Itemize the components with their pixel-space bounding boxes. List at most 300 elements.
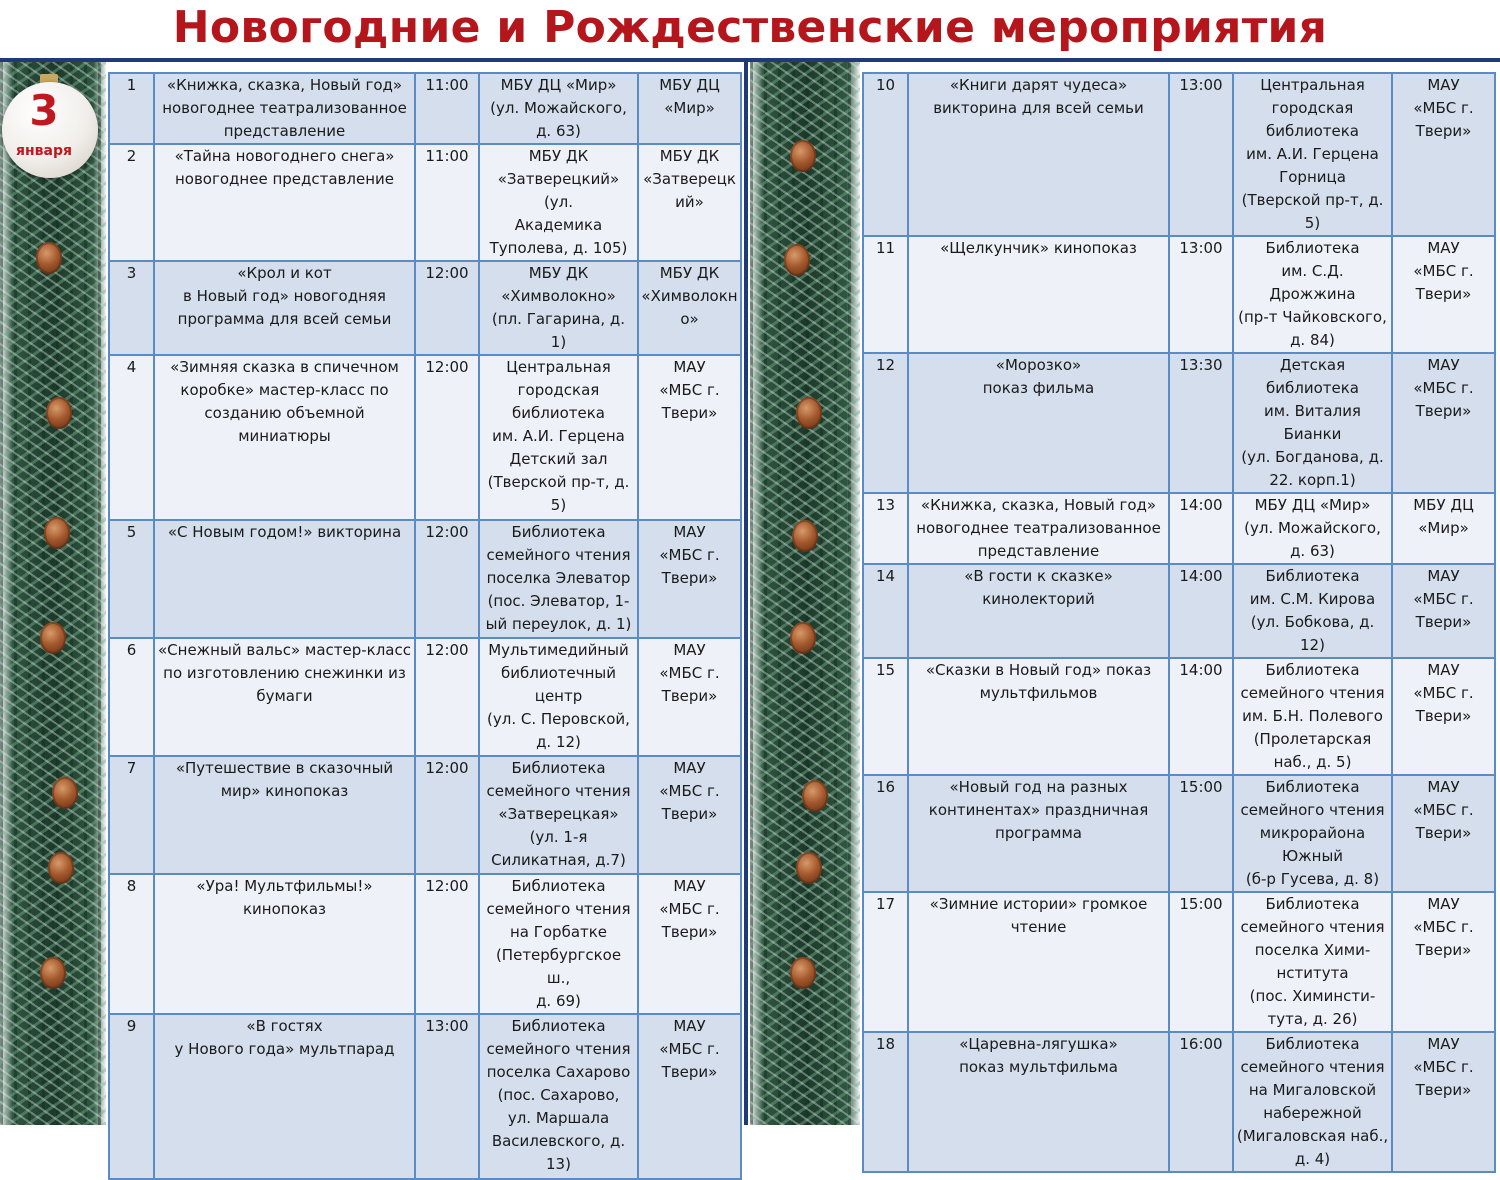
event-place: [479, 144, 638, 261]
center-divider: [744, 62, 748, 1125]
event-number-text: 13: [875, 496, 896, 514]
pine-cone-icon: [792, 520, 818, 552]
table-row: [863, 1032, 1495, 1172]
event-place-line: Детский зал: [509, 450, 608, 468]
table-row: [109, 355, 741, 520]
event-place-line: набережной: [1263, 1104, 1362, 1122]
table-row: [863, 353, 1495, 493]
event-place-line: (Пролетарская: [1253, 730, 1372, 748]
event-place-line: (пос. Химинсти-: [1249, 987, 1376, 1005]
event-place-line: Библиотека: [511, 1017, 606, 1035]
event-title-line: новогоднее представление: [174, 170, 394, 188]
event-place-line: семейного чтения: [486, 900, 631, 918]
event-organizer-line: «Химволокн: [641, 287, 738, 305]
event-title-line: континентах» праздничная: [928, 801, 1149, 819]
pine-cone-icon: [44, 517, 70, 549]
date-day: 3: [29, 86, 59, 135]
event-title-line: миниатюры: [238, 427, 331, 445]
event-number: [863, 658, 908, 775]
event-organizer-line: МАУ: [1427, 239, 1460, 257]
table-row: [109, 874, 741, 1014]
event-title-line: мир» кинопоказ: [220, 782, 349, 800]
event-organizer-line: МБУ ДК: [659, 147, 720, 165]
pine-cone-icon: [790, 140, 816, 172]
event-place-line: тута, д. 26): [1267, 1010, 1358, 1028]
event-time-text: 12:00: [425, 358, 469, 376]
event-organizer: [638, 1014, 741, 1179]
event-number: [109, 73, 154, 144]
table-row: [109, 261, 741, 355]
event-title-line: бумаги: [256, 687, 313, 705]
event-place-line: Южный: [1281, 847, 1344, 865]
event-place: [1233, 236, 1392, 353]
event-place: [1233, 73, 1392, 236]
event-title: [908, 892, 1169, 1032]
event-place-line: (ул. 1-я: [529, 828, 588, 846]
event-organizer-line: МАУ: [1427, 1035, 1460, 1053]
event-time-text: 13:00: [1179, 239, 1223, 257]
event-place-line: «Затверецкий» (ул.: [497, 170, 620, 211]
event-number: [863, 353, 908, 493]
event-title: [154, 144, 415, 261]
event-place-line: Библиотека: [1265, 778, 1360, 796]
event-organizer-line: Твери»: [1415, 402, 1472, 420]
event-place-line: Библиотека: [1265, 239, 1360, 257]
event-time-text: 14:00: [1179, 496, 1223, 514]
event-organizer-line: МАУ: [673, 1017, 706, 1035]
table-row: [863, 73, 1495, 236]
event-title-line: «Новый год на разных: [949, 778, 1128, 796]
event-title-line: «В гостях: [246, 1017, 323, 1035]
event-time: [1169, 353, 1233, 493]
table-row: [863, 658, 1495, 775]
event-place-line: наб., д. 5): [1273, 753, 1352, 771]
event-place-line: семейного чтения: [486, 546, 631, 564]
event-place-line: им. А.И. Герцена: [1246, 145, 1379, 163]
event-number-text: 15: [875, 661, 896, 679]
event-place-line: им. А.И. Герцена: [492, 427, 625, 445]
event-organizer-line: Твери»: [1415, 941, 1472, 959]
event-organizer-line: Твери»: [1415, 824, 1472, 842]
event-place-line: (Петербургское ш.,: [495, 946, 622, 987]
event-organizer-line: Твери»: [661, 687, 718, 705]
event-place-line: библиотека: [1266, 122, 1359, 140]
event-place-line: д. 63): [1290, 542, 1335, 560]
table-row: [109, 144, 741, 261]
event-organizer-line: «МБС г.: [659, 381, 720, 399]
event-time: [415, 874, 479, 1014]
event-place-line: (ул. Богданова, д.: [1241, 448, 1384, 466]
event-title-line: коробке» мастер-класс по: [180, 381, 389, 399]
event-organizer: [1392, 564, 1495, 658]
pine-cone-icon: [784, 244, 810, 276]
event-place-line: городская: [517, 381, 600, 399]
event-title-line: «С Новым годом!» викторина: [167, 523, 402, 541]
event-organizer-line: МАУ: [673, 358, 706, 376]
event-place-line: (пр-т Чайковского,: [1238, 308, 1387, 326]
event-organizer-line: ий»: [675, 193, 704, 211]
event-time-text: 16:00: [1179, 1035, 1223, 1053]
event-organizer: [1392, 658, 1495, 775]
event-number: [863, 493, 908, 564]
event-organizer: [638, 261, 741, 355]
pine-cone-icon: [46, 397, 72, 429]
event-place-line: д. 69): [536, 992, 581, 1010]
event-place: [1233, 493, 1392, 564]
event-place: [479, 1014, 638, 1179]
event-number: [109, 261, 154, 355]
event-title: [154, 261, 415, 355]
event-time-text: 11:00: [425, 76, 469, 94]
table-row: [863, 775, 1495, 892]
event-organizer-line: «Затверецк: [643, 170, 736, 188]
event-title: [908, 564, 1169, 658]
event-place-line: им. Виталия: [1264, 402, 1361, 420]
event-place-line: 5): [550, 496, 567, 514]
event-time-text: 11:00: [425, 147, 469, 165]
pine-cone-icon: [40, 957, 66, 989]
event-place: [479, 638, 638, 756]
event-title-line: новогоднее театрализованное: [916, 519, 1161, 537]
event-place-line: «Химволокно»: [501, 287, 616, 305]
event-time-text: 15:00: [1179, 778, 1223, 796]
event-number-text: 6: [126, 641, 137, 659]
event-place-line: Библиотека: [1265, 567, 1360, 585]
event-time: [415, 261, 479, 355]
event-title-line: «Книги дарят чудеса»: [949, 76, 1128, 94]
event-title-line: программа: [995, 824, 1082, 842]
event-place-line: Библиотека: [1265, 661, 1360, 679]
table-row: [109, 1014, 741, 1179]
event-place: [479, 874, 638, 1014]
event-title-line: «Книжка, сказка, Новый год»: [166, 76, 403, 94]
event-organizer-line: МБУ ДК: [659, 264, 720, 282]
event-number: [863, 775, 908, 892]
event-place: [1233, 892, 1392, 1032]
table-row: [109, 73, 741, 144]
event-place-line: д. 12): [536, 733, 581, 751]
event-title-line: программа для всей семьи: [177, 310, 392, 328]
event-time: [1169, 493, 1233, 564]
event-organizer-line: «МБС г.: [1413, 99, 1474, 117]
event-number-text: 7: [126, 759, 137, 777]
event-time: [415, 1014, 479, 1179]
event-organizer: [638, 638, 741, 756]
event-title-line: «Зимняя сказка в спичечном: [170, 358, 399, 376]
event-organizer-line: МАУ: [1427, 661, 1460, 679]
event-time-text: 13:30: [1179, 356, 1223, 374]
event-title: [154, 756, 415, 874]
pine-cone-icon: [36, 242, 62, 274]
event-place-line: Библиотека: [511, 877, 606, 895]
event-organizer-line: «МБС г.: [1413, 918, 1474, 936]
event-organizer-line: «МБС г.: [659, 900, 720, 918]
events-table-right: [862, 72, 1496, 1173]
event-place: [479, 261, 638, 355]
event-title: [908, 493, 1169, 564]
event-place-line: Центральная: [1260, 76, 1365, 94]
event-time-text: 12:00: [425, 877, 469, 895]
event-title: [908, 353, 1169, 493]
event-organizer-line: МАУ: [673, 641, 706, 659]
event-organizer-line: МАУ: [1427, 76, 1460, 94]
event-place: [1233, 658, 1392, 775]
event-organizer: [1392, 236, 1495, 353]
event-place-line: семейного чтения: [1240, 801, 1385, 819]
event-place-line: поселка Сахарово: [486, 1063, 631, 1081]
table-row: [109, 638, 741, 756]
center-garland: [750, 62, 860, 1125]
event-organizer-line: МБУ ДЦ: [659, 76, 720, 94]
event-place-line: Василевского, д.: [491, 1132, 626, 1150]
event-place-line: ый переулок, д. 1): [485, 615, 632, 633]
event-title-line: новогоднее театрализованное: [162, 99, 407, 117]
event-place-line: МБУ ДЦ «Мир»: [500, 76, 617, 94]
event-organizer-line: Твери»: [1415, 613, 1472, 631]
event-title: [154, 874, 415, 1014]
event-organizer: [1392, 775, 1495, 892]
event-place-line: Центральная: [506, 358, 611, 376]
event-place: [1233, 1032, 1392, 1172]
event-place-line: семейного чтения: [486, 1040, 631, 1058]
event-place-line: (ул. С. Перовской,: [487, 710, 630, 728]
event-time: [1169, 564, 1233, 658]
event-number: [109, 638, 154, 756]
event-organizer-line: Твери»: [661, 404, 718, 422]
event-number-text: 10: [875, 76, 896, 94]
event-time: [415, 638, 479, 756]
event-place-line: библиотека: [512, 404, 605, 422]
event-place-line: им. Б.Н. Полевого: [1242, 707, 1383, 725]
event-place-line: «Затверецкая»: [498, 805, 619, 823]
event-organizer-line: «Мир»: [664, 99, 715, 117]
event-place: [1233, 353, 1392, 493]
event-number: [109, 1014, 154, 1179]
event-organizer-line: Твери»: [1415, 122, 1472, 140]
event-organizer: [1392, 493, 1495, 564]
event-title-line: «Путешествие в сказочный: [175, 759, 394, 777]
event-place-line: Библиотека: [511, 759, 606, 777]
event-number-text: 2: [126, 147, 137, 165]
event-number: [109, 874, 154, 1014]
event-title-line: представление: [223, 122, 346, 140]
event-time: [415, 73, 479, 144]
table-row: [109, 756, 741, 874]
event-title-line: у Нового года» мультпарад: [174, 1040, 395, 1058]
event-place-line: Силикатная, д.7): [491, 851, 626, 869]
event-organizer: [1392, 73, 1495, 236]
event-title-line: «Сказки в Новый год» показ: [925, 661, 1152, 679]
event-organizer-line: «МБС г.: [1413, 801, 1474, 819]
event-organizer-line: Твери»: [661, 569, 718, 587]
table-row: [863, 892, 1495, 1032]
pine-cone-icon: [790, 957, 816, 989]
event-number-text: 8: [126, 877, 137, 895]
event-place-line: Горница: [1279, 168, 1346, 186]
pine-cone-icon: [790, 622, 816, 654]
event-place-line: Академика: [514, 216, 603, 234]
event-title-line: «Снежный вальс» мастер-класс: [157, 641, 411, 659]
event-organizer-line: «МБС г.: [1413, 1058, 1474, 1076]
event-organizer: [1392, 353, 1495, 493]
event-title: [908, 73, 1169, 236]
event-title: [908, 1032, 1169, 1172]
event-title-line: «Книжка, сказка, Новый год»: [920, 496, 1157, 514]
event-place-line: микрорайона: [1259, 824, 1366, 842]
event-organizer-line: «МБС г.: [1413, 684, 1474, 702]
event-place-line: МБУ ДК: [528, 147, 589, 165]
event-place-line: (ул. Бобкова, д. 12): [1250, 613, 1375, 654]
event-number-text: 16: [875, 778, 896, 796]
event-place-line: (б-р Гусева, д. 8): [1245, 870, 1380, 888]
event-time: [1169, 658, 1233, 775]
event-organizer-line: «МБС г.: [1413, 590, 1474, 608]
event-title-line: «Морозко»: [995, 356, 1082, 374]
event-organizer-line: МАУ: [673, 523, 706, 541]
event-number: [863, 236, 908, 353]
event-place: [479, 756, 638, 874]
event-time: [1169, 1032, 1233, 1172]
event-organizer-line: «МБС г.: [1413, 379, 1474, 397]
event-title-line: «Зимние истории» громкое: [929, 895, 1148, 913]
event-place-line: центр: [534, 687, 583, 705]
event-organizer-line: МАУ: [1427, 356, 1460, 374]
event-time: [1169, 73, 1233, 236]
event-time-text: 12:00: [425, 523, 469, 541]
event-place-line: МБУ ДЦ «Мир»: [1254, 496, 1371, 514]
event-time-text: 14:00: [1179, 661, 1223, 679]
event-number-text: 14: [875, 567, 896, 585]
event-place-line: (пл. Гагарина, д. 1): [491, 310, 626, 351]
event-place-line: семейного чтения: [486, 782, 631, 800]
pine-cone-icon: [48, 852, 74, 884]
event-organizer: [638, 73, 741, 144]
event-title: [908, 775, 1169, 892]
event-place-line: 13): [546, 1155, 571, 1173]
event-title-line: «Царевна-лягушка»: [959, 1035, 1118, 1053]
event-title: [908, 236, 1169, 353]
event-time-text: 13:00: [425, 1017, 469, 1035]
event-organizer-line: «МБС г.: [1413, 262, 1474, 280]
event-place: [479, 520, 638, 638]
event-place-line: библиотека: [1266, 379, 1359, 397]
event-organizer-line: МАУ: [1427, 895, 1460, 913]
event-place-line: Туполева, д. 105): [489, 239, 628, 257]
event-place: [479, 73, 638, 144]
event-time-text: 14:00: [1179, 567, 1223, 585]
event-title: [154, 520, 415, 638]
event-organizer-line: о»: [680, 310, 699, 328]
event-number: [109, 144, 154, 261]
event-place: [1233, 775, 1392, 892]
event-place-line: 5): [1304, 214, 1321, 232]
event-title-line: чтение: [1010, 918, 1067, 936]
event-title-line: показ фильма: [982, 379, 1095, 397]
event-organizer: [1392, 1032, 1495, 1172]
event-organizer: [638, 520, 741, 638]
event-organizer-line: МАУ: [673, 877, 706, 895]
event-place-line: МБУ ДК: [528, 264, 589, 282]
left-garland: [0, 62, 106, 1125]
event-place-line: Библиотека: [511, 523, 606, 541]
event-title-line: показ мультфильма: [959, 1058, 1118, 1076]
event-title: [154, 355, 415, 520]
events-table-left: [108, 72, 742, 1180]
pine-cone-icon: [802, 780, 828, 812]
pine-cone-icon: [52, 777, 78, 809]
event-place-line: семейного чтения: [1240, 1058, 1385, 1076]
event-organizer-line: Твери»: [661, 1063, 718, 1081]
event-title-line: «Крол и кот: [237, 264, 332, 282]
event-place-line: городская: [1271, 99, 1354, 117]
date-month: января: [16, 143, 72, 159]
event-title-line: «В гости к сказке»: [964, 567, 1113, 585]
event-number: [863, 564, 908, 658]
event-title-line: «Ура! Мультфильмы!»: [196, 877, 373, 895]
event-title: [908, 658, 1169, 775]
event-place-line: д. 63): [536, 122, 581, 140]
event-organizer: [638, 144, 741, 261]
event-place-line: Библиотека: [1265, 895, 1360, 913]
event-place-line: библиотечный: [501, 664, 616, 682]
event-place-line: Детская: [1279, 356, 1346, 374]
event-place-line: д. 4): [1294, 1150, 1331, 1168]
event-number-text: 3: [126, 264, 137, 282]
event-organizer-line: «МБС г.: [659, 664, 720, 682]
event-place-line: (пос. Сахарово,: [497, 1086, 620, 1104]
event-time: [415, 520, 479, 638]
event-place-line: поселка Элеватор: [486, 569, 631, 587]
event-organizer: [638, 874, 741, 1014]
table-row: [863, 236, 1495, 353]
event-organizer-line: Твери»: [661, 923, 718, 941]
event-title-line: в Новый год» новогодняя: [183, 287, 386, 305]
table-row: [109, 520, 741, 638]
event-time-text: 12:00: [425, 641, 469, 659]
event-organizer-line: МАУ: [1427, 778, 1460, 796]
event-place-line: (пос. Элеватор, 1-: [487, 592, 630, 610]
event-number-text: 1: [126, 76, 137, 94]
event-time: [415, 144, 479, 261]
event-title-line: кинопоказ: [242, 900, 326, 918]
page-title: Новогодние и Рождественские мероприятия: [172, 2, 1328, 53]
event-time: [1169, 236, 1233, 353]
event-title-line: «Щелкунчик» кинопоказ: [940, 239, 1137, 257]
event-title-line: «Тайна новогоднего снега»: [174, 147, 395, 165]
event-place-line: Мультимедийный: [488, 641, 629, 659]
event-number: [863, 1032, 908, 1172]
event-time-text: 15:00: [1179, 895, 1223, 913]
event-organizer-line: МАУ: [673, 759, 706, 777]
event-time-text: 12:00: [425, 759, 469, 777]
event-place-line: (ул. Можайского,: [1244, 519, 1381, 537]
event-organizer-line: «МБС г.: [659, 1040, 720, 1058]
event-place-line: семейного чтения: [1240, 918, 1385, 936]
event-title: [154, 638, 415, 756]
event-organizer-line: Твери»: [1415, 1081, 1472, 1099]
event-place-line: (Тверской пр-т, д.: [1241, 191, 1384, 209]
event-organizer-line: МАУ: [1427, 567, 1460, 585]
event-place-line: (Мигаловская наб.,: [1236, 1127, 1389, 1145]
event-place: [479, 355, 638, 520]
event-number-text: 18: [875, 1035, 896, 1053]
event-number-text: 11: [875, 239, 896, 257]
event-time-text: 12:00: [425, 264, 469, 282]
event-organizer-line: «МБС г.: [659, 782, 720, 800]
event-organizer-line: МБУ ДЦ: [1413, 496, 1474, 514]
event-title-line: по изготовлению снежинки из: [163, 664, 406, 682]
event-organizer-line: «МБС г.: [659, 546, 720, 564]
